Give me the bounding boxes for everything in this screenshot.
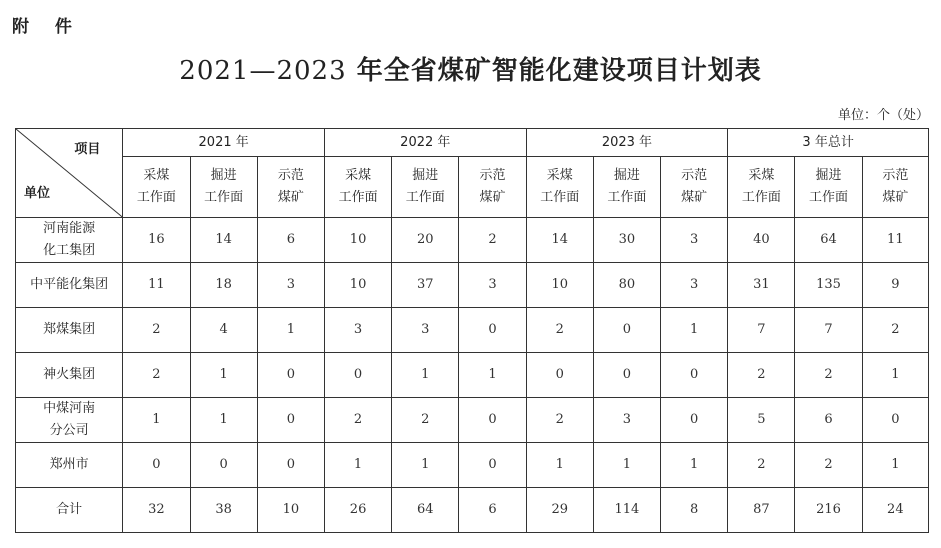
value-cell-2023-demo-mine: 1 bbox=[661, 308, 728, 353]
value-cell-total-tunneling-face: 135 bbox=[795, 263, 862, 308]
group-header-2022: 2022 年 bbox=[324, 129, 526, 157]
subheader-line: 掘进 bbox=[210, 168, 237, 183]
subheader-line: 掘进 bbox=[815, 168, 842, 183]
unit-name-line: 郑州市 bbox=[49, 457, 89, 472]
value-cell-total-tunneling-face: 64 bbox=[795, 218, 862, 263]
unit-name-cell bbox=[16, 398, 123, 443]
subheader-line: 采煤 bbox=[143, 168, 170, 183]
attachment-label: 附 件 bbox=[12, 17, 82, 37]
value-cell-total-coal-mining-face: 40 bbox=[728, 218, 795, 263]
unit-name-line: 化工集团 bbox=[43, 243, 96, 258]
unit-name-cell bbox=[16, 353, 123, 398]
value-cell-total-demo-mine: 1 bbox=[862, 353, 928, 398]
value-cell-2023-tunneling-face: 30 bbox=[593, 218, 660, 263]
value-cell-2023-demo-mine: 3 bbox=[661, 218, 728, 263]
value-cell-total-coal-mining-face: 2 bbox=[728, 353, 795, 398]
value-cell-2022-demo-mine: 3 bbox=[459, 263, 526, 308]
value-cell-total-demo-mine: 0 bbox=[862, 398, 928, 443]
value-cell-2022-demo-mine: 1 bbox=[459, 353, 526, 398]
value-cell-2021-coal-mining-face: 11 bbox=[123, 263, 190, 308]
value-cell-total-tunneling-face: 7 bbox=[795, 308, 862, 353]
value-cell-2022-tunneling-face: 1 bbox=[392, 443, 459, 488]
subheader-2021-demo-mine bbox=[257, 157, 324, 218]
value-cell-2022-coal-mining-face: 0 bbox=[324, 353, 391, 398]
value-cell-2021-tunneling-face: 18 bbox=[190, 263, 257, 308]
value-cell-2022-tunneling-face: 20 bbox=[392, 218, 459, 263]
subheader-2021-tunneling-face bbox=[190, 157, 257, 218]
subheader-line: 煤矿 bbox=[479, 190, 506, 205]
table-row bbox=[16, 218, 929, 263]
table-row bbox=[16, 353, 929, 398]
page-title bbox=[0, 50, 941, 87]
value-cell-2021-coal-mining-face: 16 bbox=[123, 218, 190, 263]
subheader-line: 掘进 bbox=[613, 168, 640, 183]
value-cell-2021-tunneling-face: 38 bbox=[190, 488, 257, 533]
subheader-line: 工作面 bbox=[136, 190, 176, 205]
value-cell-2023-tunneling-face: 80 bbox=[593, 263, 660, 308]
value-cell-2023-tunneling-face: 114 bbox=[593, 488, 660, 533]
title-years: 2021—2023 bbox=[179, 56, 347, 86]
value-cell-2022-demo-mine: 2 bbox=[459, 218, 526, 263]
value-cell-2022-tunneling-face: 64 bbox=[392, 488, 459, 533]
subheader-line: 采煤 bbox=[546, 168, 573, 183]
subheader-line: 工作面 bbox=[405, 190, 445, 205]
unit-name-line: 河南能源 bbox=[43, 221, 96, 236]
unit-name-line: 神火集团 bbox=[43, 367, 96, 382]
group-header-2021: 2021 年 bbox=[123, 129, 325, 157]
value-cell-2021-coal-mining-face: 1 bbox=[123, 398, 190, 443]
subheader-line: 工作面 bbox=[204, 190, 244, 205]
value-cell-total-tunneling-face: 2 bbox=[795, 443, 862, 488]
plan-table bbox=[15, 128, 929, 533]
value-cell-2023-coal-mining-face: 1 bbox=[526, 443, 593, 488]
value-cell-2021-demo-mine: 10 bbox=[257, 488, 324, 533]
value-cell-2022-demo-mine: 0 bbox=[459, 443, 526, 488]
value-cell-2023-tunneling-face: 0 bbox=[593, 353, 660, 398]
unit-name-line: 中煤河南 bbox=[43, 401, 96, 416]
value-cell-2023-demo-mine: 0 bbox=[661, 398, 728, 443]
value-cell-2023-tunneling-face: 0 bbox=[593, 308, 660, 353]
unit-name-line: 中平能化集团 bbox=[30, 277, 109, 292]
subheader-total-tunneling-face bbox=[795, 157, 862, 218]
value-cell-total-tunneling-face: 2 bbox=[795, 353, 862, 398]
value-cell-2021-coal-mining-face: 32 bbox=[123, 488, 190, 533]
value-cell-2021-demo-mine: 6 bbox=[257, 218, 324, 263]
value-cell-total-demo-mine: 1 bbox=[862, 443, 928, 488]
value-cell-2023-coal-mining-face: 14 bbox=[526, 218, 593, 263]
unit-note: 单位：个（处） bbox=[837, 108, 929, 123]
table-row bbox=[16, 443, 929, 488]
subheader-line: 采煤 bbox=[748, 168, 775, 183]
value-cell-2022-coal-mining-face: 3 bbox=[324, 308, 391, 353]
value-cell-total-demo-mine: 24 bbox=[862, 488, 928, 533]
value-cell-2021-tunneling-face: 0 bbox=[190, 443, 257, 488]
total-row bbox=[16, 488, 929, 533]
corner-label-unit: 单位 bbox=[24, 186, 51, 201]
value-cell-2023-demo-mine: 3 bbox=[661, 263, 728, 308]
subheader-line: 工作面 bbox=[741, 190, 781, 205]
value-cell-total-tunneling-face: 216 bbox=[795, 488, 862, 533]
value-cell-2023-tunneling-face: 3 bbox=[593, 398, 660, 443]
value-cell-2022-coal-mining-face: 10 bbox=[324, 218, 391, 263]
value-cell-2023-coal-mining-face: 2 bbox=[526, 398, 593, 443]
value-cell-total-tunneling-face: 6 bbox=[795, 398, 862, 443]
value-cell-2023-coal-mining-face: 10 bbox=[526, 263, 593, 308]
subheader-total-demo-mine bbox=[862, 157, 928, 218]
subheader-2023-tunneling-face bbox=[593, 157, 660, 218]
unit-name-cell bbox=[16, 308, 123, 353]
value-cell-2021-tunneling-face: 1 bbox=[190, 353, 257, 398]
value-cell-2021-tunneling-face: 4 bbox=[190, 308, 257, 353]
title-text: 年全省煤矿智能化建设项目计划表 bbox=[346, 56, 762, 86]
value-cell-total-coal-mining-face: 87 bbox=[728, 488, 795, 533]
value-cell-2021-demo-mine: 0 bbox=[257, 443, 324, 488]
value-cell-total-demo-mine: 2 bbox=[862, 308, 928, 353]
value-cell-2021-demo-mine: 1 bbox=[257, 308, 324, 353]
header-row-years bbox=[16, 129, 929, 157]
value-cell-2023-coal-mining-face: 2 bbox=[526, 308, 593, 353]
group-header-total: 3 年总计 bbox=[728, 129, 929, 157]
value-cell-total-coal-mining-face: 31 bbox=[728, 263, 795, 308]
value-cell-total-coal-mining-face: 5 bbox=[728, 398, 795, 443]
unit-name-cell bbox=[16, 488, 123, 533]
subheader-line: 采煤 bbox=[345, 168, 372, 183]
value-cell-2023-coal-mining-face: 0 bbox=[526, 353, 593, 398]
subheader-total-coal-mining-face bbox=[728, 157, 795, 218]
subheader-line: 煤矿 bbox=[277, 190, 304, 205]
value-cell-2021-coal-mining-face: 0 bbox=[123, 443, 190, 488]
subheader-2022-demo-mine bbox=[459, 157, 526, 218]
value-cell-2023-demo-mine: 0 bbox=[661, 353, 728, 398]
subheader-line: 示范 bbox=[681, 168, 708, 183]
unit-name-line: 郑煤集团 bbox=[43, 322, 96, 337]
value-cell-total-demo-mine: 11 bbox=[862, 218, 928, 263]
subheader-line: 示范 bbox=[479, 168, 506, 183]
subheader-2023-coal-mining-face bbox=[526, 157, 593, 218]
value-cell-2022-coal-mining-face: 26 bbox=[324, 488, 391, 533]
value-cell-2022-demo-mine: 6 bbox=[459, 488, 526, 533]
value-cell-total-coal-mining-face: 2 bbox=[728, 443, 795, 488]
value-cell-2022-tunneling-face: 1 bbox=[392, 353, 459, 398]
table-body bbox=[16, 218, 929, 533]
value-cell-2022-tunneling-face: 3 bbox=[392, 308, 459, 353]
value-cell-2021-tunneling-face: 14 bbox=[190, 218, 257, 263]
subheader-line: 示范 bbox=[882, 168, 909, 183]
value-cell-2022-demo-mine: 0 bbox=[459, 308, 526, 353]
value-cell-2021-demo-mine: 3 bbox=[257, 263, 324, 308]
value-cell-total-demo-mine: 9 bbox=[862, 263, 928, 308]
subheader-line: 工作面 bbox=[809, 190, 849, 205]
value-cell-2021-demo-mine: 0 bbox=[257, 353, 324, 398]
value-cell-2021-tunneling-face: 1 bbox=[190, 398, 257, 443]
unit-name-line: 分公司 bbox=[49, 423, 89, 438]
table-row bbox=[16, 398, 929, 443]
value-cell-2022-tunneling-face: 2 bbox=[392, 398, 459, 443]
value-cell-2022-coal-mining-face: 2 bbox=[324, 398, 391, 443]
subheader-2023-demo-mine bbox=[661, 157, 728, 218]
value-cell-2023-demo-mine: 8 bbox=[661, 488, 728, 533]
header-row-categories bbox=[16, 157, 929, 218]
value-cell-2021-coal-mining-face: 2 bbox=[123, 353, 190, 398]
subheader-line: 煤矿 bbox=[681, 190, 708, 205]
subheader-2022-tunneling-face bbox=[392, 157, 459, 218]
value-cell-total-coal-mining-face: 7 bbox=[728, 308, 795, 353]
subheader-line: 工作面 bbox=[540, 190, 580, 205]
table-row bbox=[16, 263, 929, 308]
value-cell-2023-demo-mine: 1 bbox=[661, 443, 728, 488]
value-cell-2021-coal-mining-face: 2 bbox=[123, 308, 190, 353]
corner-cell bbox=[16, 129, 123, 218]
subheader-2021-coal-mining-face bbox=[123, 157, 190, 218]
subheader-2022-coal-mining-face bbox=[324, 157, 391, 218]
table-row bbox=[16, 308, 929, 353]
subheader-line: 工作面 bbox=[338, 190, 378, 205]
value-cell-2023-coal-mining-face: 29 bbox=[526, 488, 593, 533]
unit-name-line: 合计 bbox=[56, 502, 83, 517]
unit-name-cell bbox=[16, 218, 123, 263]
value-cell-2023-tunneling-face: 1 bbox=[593, 443, 660, 488]
subheader-line: 煤矿 bbox=[882, 190, 909, 205]
unit-name-cell bbox=[16, 443, 123, 488]
value-cell-2021-demo-mine: 0 bbox=[257, 398, 324, 443]
value-cell-2022-tunneling-face: 37 bbox=[392, 263, 459, 308]
value-cell-2022-demo-mine: 0 bbox=[459, 398, 526, 443]
subheader-line: 示范 bbox=[277, 168, 304, 183]
value-cell-2022-coal-mining-face: 1 bbox=[324, 443, 391, 488]
subheader-line: 工作面 bbox=[607, 190, 647, 205]
unit-name-cell bbox=[16, 263, 123, 308]
corner-label-item: 项目 bbox=[74, 142, 101, 157]
subheader-line: 掘进 bbox=[412, 168, 439, 183]
value-cell-2022-coal-mining-face: 10 bbox=[324, 263, 391, 308]
group-header-2023: 2023 年 bbox=[526, 129, 728, 157]
